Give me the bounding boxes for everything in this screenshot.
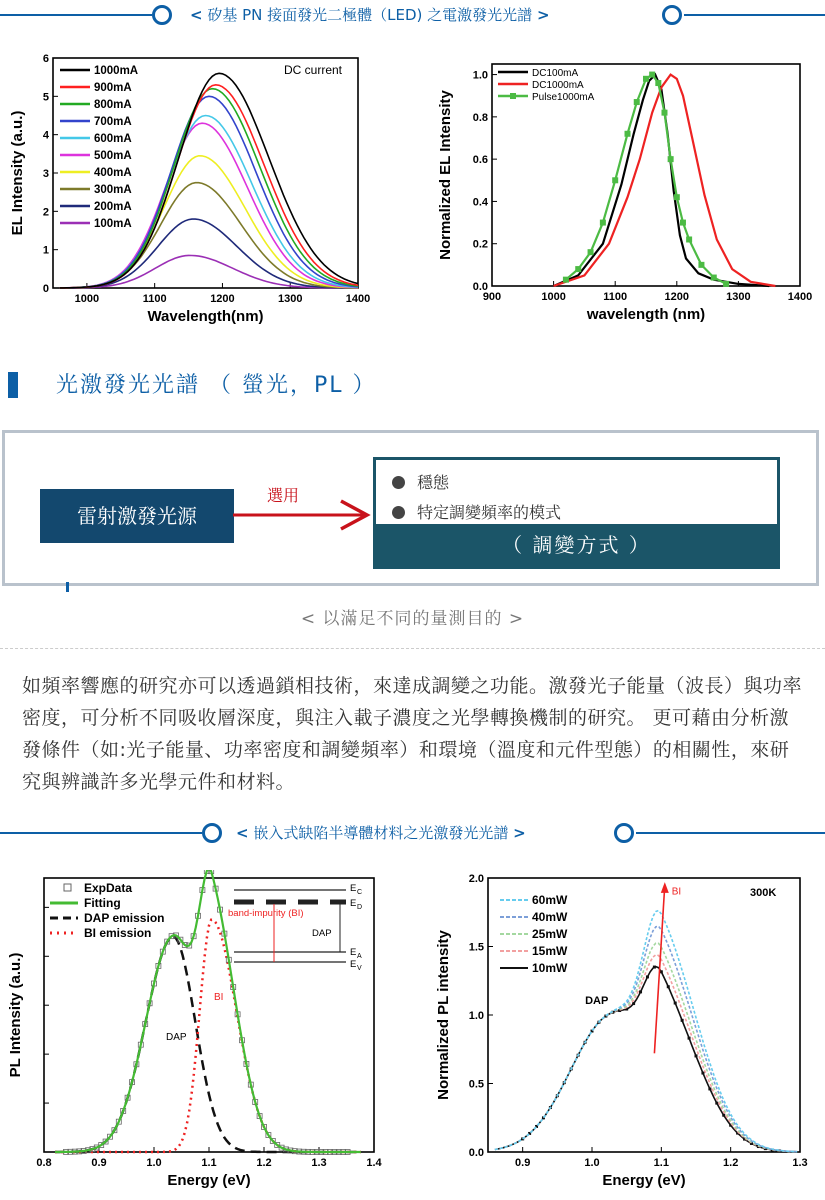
x-tick-label: 0.9 [515,1157,531,1169]
chart-annotation: 300K [750,887,777,899]
divider-line [0,832,202,834]
modulation-footer: （ 調變方式 ） [376,524,777,566]
y-axis-label: Normalized EL Intensity [437,90,454,260]
x-tick-label: 1300 [277,293,303,305]
data-point [588,249,594,255]
x-tick-label: 1000 [74,293,100,305]
el-intensity-chart [8,48,378,348]
legend-label: BI emission [84,926,152,940]
legend-label: 800mA [94,99,132,111]
y-tick-label: 0.0 [468,1147,484,1159]
pl-section-divider [0,820,825,846]
legend-label: DC100mA [532,68,579,79]
y-tick-label: 0 [42,283,49,295]
y-tick-label: 1.0 [472,69,488,82]
y-tick-label: 0.5 [468,1078,484,1091]
y-tick-label: 1.0 [468,1010,484,1022]
inset-level-subscript: D [357,904,363,911]
arrow-label: 選用 [267,486,300,505]
inset-level-label: E [350,947,357,958]
x-tick-label: 1100 [603,291,628,303]
x-tick-label: 0.8 [36,1157,52,1169]
y-axis-label: PL Intensity (a.u.) [7,952,24,1078]
pl-section-title: < 嵌入式缺陷半導體材料之光激發光光譜 > [236,824,526,842]
dashed-divider [0,648,825,649]
pl-intensity-chart-svg [6,870,386,1195]
series-line-DC100mA [554,75,770,286]
data-point [653,966,656,969]
data-point [667,985,670,988]
mode-item-label: 穩態 [417,473,450,492]
y-tick-label: 2.0 [468,873,484,885]
x-tick-label: 1.2 [723,1157,739,1169]
purpose-subtitle: < 以滿足不同的量測目的 > [300,609,525,629]
y-tick-label: 6 [42,53,49,65]
x-tick-label: 1.2 [256,1157,272,1169]
data-point [695,1054,698,1057]
legend-label: 400mA [94,167,132,179]
data-point [634,99,640,105]
x-tick-label: 1.3 [311,1157,327,1169]
mode-item-label: 特定調變頻率的模式 [417,503,562,522]
x-tick-label: 1.4 [366,1157,382,1169]
y-tick-label: 4 [42,129,49,142]
legend-label: DC1000mA [532,80,584,91]
legend-label: 600mA [94,133,132,145]
data-point [701,1072,704,1075]
legend-marker [64,884,71,891]
legend-label: 60mW [532,893,568,907]
series-line-10mW [495,967,797,1152]
legend-label: Pulse1000mA [532,92,595,103]
el-intensity-chart-svg [8,48,378,348]
x-axis-label: Energy (eV) [167,1172,251,1189]
y-tick-label: 0.6 [472,154,488,167]
data-point [661,110,667,116]
bi-peak-label: BI [214,992,224,1003]
legend-label: 40mW [532,910,568,924]
legend-label: 200mA [94,201,132,213]
x-tick-label: 900 [482,291,502,303]
legend-marker [510,93,516,99]
data-point [688,1037,691,1040]
legend-label: 25mW [532,927,568,941]
data-point [649,72,655,78]
data-point [723,281,729,287]
inset-level-subscript: A [357,953,362,960]
x-tick-label: 1400 [787,291,813,303]
pl-diagram [2,430,819,586]
x-tick-label: 1300 [726,291,751,303]
data-point [722,1114,725,1117]
x-tick-label: 1.1 [201,1157,217,1169]
legend-label: 300mA [94,184,132,196]
x-axis-label: Wavelength(nm) [147,308,264,325]
y-tick-label: 0.4 [472,196,488,209]
data-point [674,1002,677,1005]
pl-section-header [0,368,600,402]
legend-label: 900mA [94,82,132,94]
laser-source-box: 雷射激發光源 [40,489,234,543]
data-point [643,76,649,82]
y-tick-label: 5 [42,91,49,104]
data-point [668,156,674,162]
x-tick-label: 1.0 [584,1157,600,1169]
inset-level-subscript: V [357,965,362,972]
data-point [711,275,717,281]
x-tick-label: 1200 [664,291,690,303]
inset-level-subscript: C [357,889,363,896]
dap-emission-line [55,937,361,1152]
legend-label: 700mA [94,116,132,128]
inset-bi-label: band-impurity (BI) [228,908,304,919]
data-point [600,220,606,226]
divider-line [636,832,825,834]
chart-annotation: DC current [284,63,343,77]
mode-item [392,470,449,493]
circle-icon [152,5,172,25]
data-point [646,975,649,978]
circle-icon [202,823,222,843]
y-tick-label: 1 [42,244,49,257]
legend-label: 15mW [532,944,568,958]
section-marker [8,372,18,398]
normalized-el-chart [432,56,817,346]
el-title-text: 矽基 PN 接面發光二極體（LED) 之電激發光光譜 [207,6,533,24]
legend-label: ExpData [84,881,133,895]
description-paragraph: 如頻率響應的研究亦可以透過鎖相技術，來達成調變之功能。激發光子能量（波長）與功率密度，可分析不同吸收層深度，與注入載子濃度之光學轉換機制的研究。 更可藉由分析激發條件（如:光子能量、功率密度和調變頻率）和環境（溫度和元件型態）的相關性，來研究與辨識許多光學元件和材料。 [22,675,803,793]
x-tick-label: 0.9 [91,1157,107,1169]
bullet-icon [392,506,405,519]
legend-label: DAP emission [84,911,165,925]
data-point [575,266,581,272]
x-axis-label: wavelength (nm) [586,306,706,323]
data-point [680,220,686,226]
inset-level-label: E [350,883,357,894]
data-point [715,1102,718,1105]
pl-intensity-chart [6,870,386,1195]
data-point [625,131,631,137]
y-tick-label: 0.8 [472,111,488,124]
bi-arrow-head [661,882,669,893]
modulation-mode-box [373,457,780,569]
el-section-divider [0,2,825,28]
data-point [612,177,618,183]
y-axis-label: Normalized PL intensity [435,930,452,1100]
normalized-el-chart-svg [432,56,817,346]
x-axis-label: Energy (eV) [602,1172,686,1189]
dap-peak-label: DAP [166,1032,187,1043]
x-tick-label: 1100 [142,293,167,305]
data-point [708,1087,711,1090]
data-point [655,80,661,86]
pl-header-text: 光激發光光譜 （ 螢光，PL ） [56,373,377,398]
dap-label: DAP [585,995,609,1008]
inset-dap-label: DAP [312,928,332,939]
legend-label: 1000mA [94,65,139,77]
bi-arrow [654,885,664,1054]
y-tick-label: 2 [42,206,49,219]
y-tick-label: 3 [42,168,49,180]
inset-level-label: E [350,959,357,970]
divider-line [0,14,152,16]
data-point [563,277,569,283]
legend-label: Fitting [84,896,121,910]
y-tick-label: 0.0 [472,281,488,293]
x-tick-label: 1.1 [653,1157,669,1169]
normalized-pl-chart [432,870,817,1195]
legend-label: 100mA [94,218,132,230]
bullet-icon [392,476,405,489]
right-arrow-icon [233,495,378,535]
x-tick-label: 1.3 [792,1157,808,1169]
x-tick-label: 1200 [210,293,235,305]
x-tick-label: 1.0 [146,1157,162,1169]
inset-level-label: E [350,898,357,909]
data-point [674,194,680,200]
el-section-title: < 矽基 PN 接面發光二極體（LED) 之電激發光光譜 > [190,6,550,24]
data-point [681,1019,684,1022]
data-point [698,262,704,268]
normalized-pl-chart-svg [432,870,817,1195]
bi-emission-line [55,920,361,1152]
data-point [686,236,692,242]
circle-icon [662,5,682,25]
divider-line [684,14,825,16]
x-tick-label: 1000 [541,291,566,303]
decorative-tick [66,582,69,592]
y-tick-label: 1.5 [468,941,484,954]
y-tick-label: 0.2 [472,238,488,251]
mode-item [392,500,561,523]
bi-label: BI [671,886,682,898]
y-axis-label: EL Intensity (a.u.) [9,110,26,236]
x-tick-label: 1400 [345,293,371,305]
legend-label: 500mA [94,150,132,162]
legend-label: 10mW [532,961,568,975]
pl-title-text: 嵌入式缺陷半導體材料之光激發光光譜 [253,824,509,842]
data-point [639,990,642,993]
circle-icon [614,823,634,843]
